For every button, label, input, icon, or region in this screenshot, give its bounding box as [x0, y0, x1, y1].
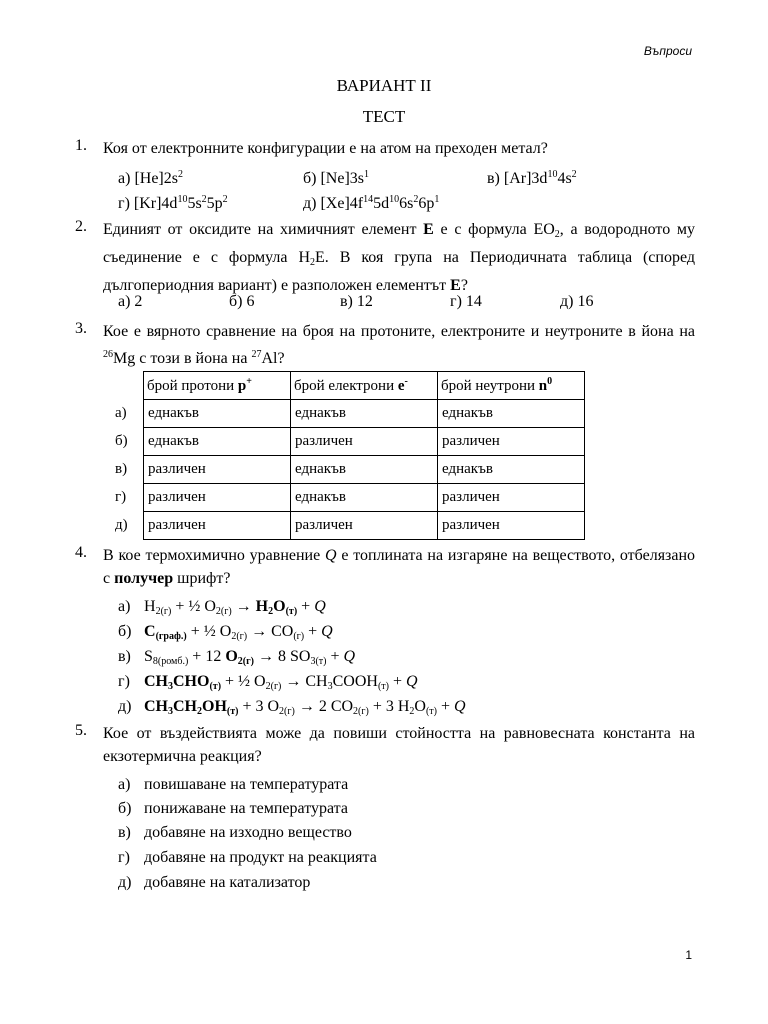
table-cell: различен — [291, 428, 438, 456]
q1-option-e: д) $[Xe]4f^{14}5d^{10}6s^26p^1$ — [303, 194, 440, 212]
page-number: 1 — [685, 948, 692, 962]
q5-option-c: в) добавяне на изходно вещество — [118, 824, 352, 841]
table-cell: еднакъв — [291, 456, 438, 484]
row-label: а) — [115, 405, 127, 421]
table-cell: еднакъв — [438, 456, 585, 484]
table-cell: еднакъв — [291, 400, 438, 428]
table-cell: еднакъв — [291, 484, 438, 512]
q2-option-d: г) 14 — [450, 293, 482, 310]
table-cell: различен — [144, 456, 291, 484]
q4-option-e: д) $CH_3CH_2OH_{(т)} + 3$ $O_{2(г)} \to 2$ $CO_{2(г)} + 3$ $H_2O_{(т)} + Q$ — [118, 698, 466, 717]
q2-option-b: б) 6 — [229, 293, 255, 310]
q1-option-a: а) $[He]2s^2$ — [118, 169, 183, 187]
q4-option-b: б) $C_{(граф.)}$ + ½ $O_{2(г)} \to CO_{(г)} + Q$ — [118, 623, 333, 642]
q2-option-c: в) 12 — [340, 293, 373, 310]
q4-number: 4. — [75, 544, 87, 561]
table-row — [115, 456, 585, 484]
row-label: д) — [115, 517, 128, 533]
q5-number: 5. — [75, 722, 87, 739]
q1-text: Коя от електронните конфигурации е на атом на преходен метал? — [103, 140, 548, 157]
q4-option-a: а) $H_{2(г)}$ + ½ $O_{2(г)} \to H_2O_{(т)} + Q$ — [118, 598, 326, 617]
variant-title: ВАРИАНТ II — [336, 76, 432, 95]
table-cell: различен — [291, 512, 438, 540]
table-row — [115, 484, 585, 512]
q2-text: Единият от оксидите на химичният елемент Е е с формула $ЕО_2$, а водородното му съединение е с формула $Н_2Е$. В коя група на Периодичната таблица (според дългопериодния вариант) е разположен елементът Е? — [103, 221, 696, 294]
table-row — [115, 512, 585, 540]
table-cell: различен — [438, 484, 585, 512]
q1-number: 1. — [75, 137, 87, 154]
header-neutrons: брой неутрони $n^0$ — [438, 372, 585, 400]
q4-text: В кое термохимично уравнение Q е топлината на изгаряне на веществото, отбелязано с получер шрифт? — [103, 547, 696, 587]
table-header-row — [115, 372, 585, 400]
row-label: б) — [115, 433, 128, 449]
header-electrons: брой електрони e- — [291, 372, 438, 400]
q3-comparison-table — [115, 371, 585, 540]
test-title: ТЕСТ — [362, 107, 406, 126]
q5-text: Кое от въздействията може да повиши стойността на равновесната константа на екзотермична реакция? — [103, 725, 695, 765]
header-protons: брой протони p+ — [144, 372, 291, 400]
q5-option-a: а) повишаване на температурата — [118, 776, 349, 793]
table-row — [115, 428, 585, 456]
q1-option-b: б) $[Ne]3s^1$ — [303, 169, 370, 187]
q4-option-d: г) $CH_3CHO_{(т)}$ + ½ $O_{2(г)}$ → $CH_3COOH_{(т)} + Q$ — [118, 673, 418, 692]
q3-text: Кое е вярното сравнение на броя на протоните, електроните и неутроните в йона на $^{26}$Mg с този в йона на $^{27}$Al? — [103, 323, 695, 367]
q2-option-a: а) 2 — [118, 293, 143, 310]
row-label: г) — [115, 489, 127, 505]
table-cell: различен — [438, 512, 585, 540]
q5-option-d: г) добавяне на продукт на реакцията — [118, 849, 377, 866]
q5-option-b: б) понижаване на температурата — [118, 800, 348, 817]
q1-option-c: в) $[Ar]3d^{10}4s^2$ — [487, 169, 577, 187]
table-cell: еднакъв — [438, 400, 585, 428]
q2-option-e: д) 16 — [560, 293, 594, 310]
q3-number: 3. — [75, 320, 87, 337]
row-label: в) — [115, 461, 128, 477]
table-cell: различен — [144, 484, 291, 512]
q1-option-d: г) $[Kr]4d^{10}5s^25p^2$ — [118, 194, 228, 212]
table-cell: различен — [144, 512, 291, 540]
table-cell: различен — [438, 428, 585, 456]
q4-option-c: в) $S_{8(ромб.)} + 12$ $O_{2(г)} \to 8$ $SO_{3(т)} + Q$ — [118, 648, 356, 667]
section-header: Въпроси — [643, 44, 692, 58]
q5-option-e: д) добавяне на катализатор — [118, 874, 311, 891]
table-row — [115, 400, 585, 428]
q2-number: 2. — [75, 218, 87, 235]
table-cell: еднакъв — [144, 428, 291, 456]
table-cell: еднакъв — [144, 400, 291, 428]
